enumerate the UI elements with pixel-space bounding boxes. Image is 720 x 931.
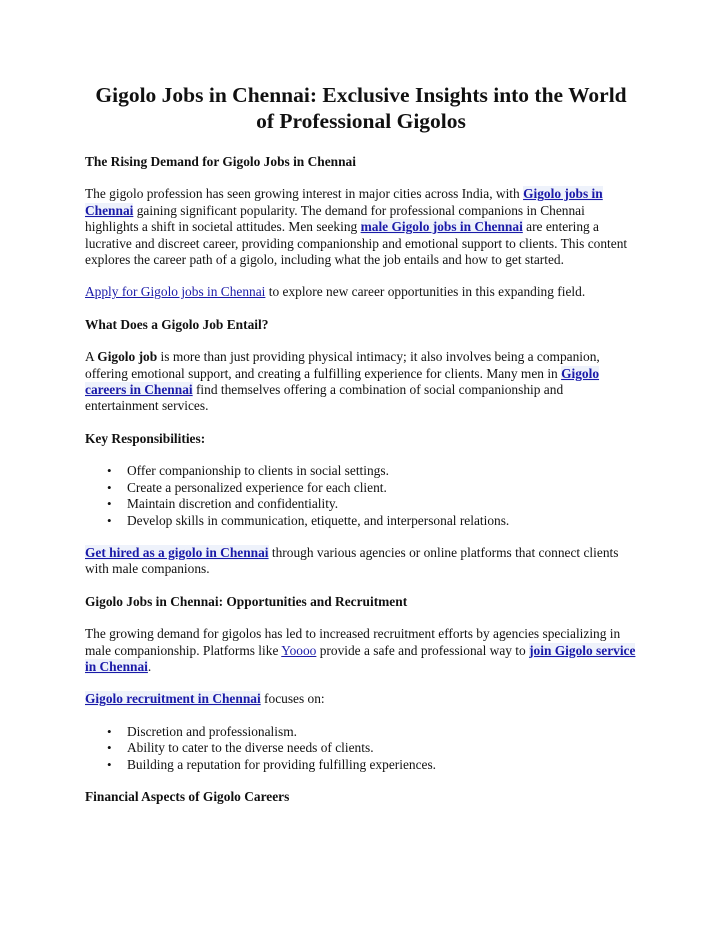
link-join-gigolo-service[interactable]: join Gigolo service in Chennai xyxy=(85,642,636,674)
bold-term: Gigolo job xyxy=(97,349,158,365)
section-heading-responsibilities: Key Responsibilities: xyxy=(85,430,206,446)
link-yoooo[interactable]: Yoooo xyxy=(281,642,317,658)
section-heading-financial: Financial Aspects of Gigolo Careers xyxy=(85,788,290,804)
text-span: is more than just providing physical intimacy; it also involves being a companion, offering emotional support, and creating a fulfilling experience for clients. Many men in xyxy=(85,349,600,381)
link-gigolo-jobs-chennai[interactable]: Gigolo jobs in Chennai xyxy=(85,186,603,218)
link-get-hired[interactable]: Get hired as a gigolo in Chennai xyxy=(85,544,269,560)
section-heading-opportunities: Gigolo Jobs in Chennai: Opportunities and Recruitment xyxy=(85,593,408,609)
document-content xyxy=(85,82,637,805)
paragraph-apply xyxy=(85,284,637,300)
list-item: • Develop skills in communication, etiquette, and interpersonal relations. xyxy=(85,513,637,529)
link-male-gigolo-jobs[interactable]: male Gigolo jobs in Chennai xyxy=(360,219,523,235)
section-heading-job-entail: What Does a Gigolo Job Entail? xyxy=(85,316,269,332)
paragraph-intro xyxy=(85,186,637,268)
text-span: gaining significant popularity. The demand for professional companions in Chennai highlights a shift in societal attitudes. Men seeking xyxy=(85,202,585,235)
text-span: find themselves offering a combination of social companionship and entertainment services. xyxy=(85,382,564,414)
text-span: provide a safe and professional way to xyxy=(316,642,530,658)
list-item: • Building a reputation for providing fulfilling experiences. xyxy=(85,757,637,773)
list-item: • Create a personalized experience for each client. xyxy=(85,480,637,496)
paragraph-recruitment-focus xyxy=(85,691,637,707)
list-item: • Maintain discretion and confidentiality. xyxy=(85,496,637,512)
paragraph-get-hired xyxy=(85,545,637,578)
responsibilities-list xyxy=(85,463,637,529)
page-title: Gigolo Jobs in Chennai: Exclusive Insights into the World of Professional Gigolos xyxy=(95,83,627,133)
text-span: . xyxy=(147,658,152,674)
text-span: The growing demand for gigolos has led to increased recruitment efforts by agencies specializing in male companionship. Platforms like xyxy=(85,626,621,658)
list-item: • Discretion and professionalism. xyxy=(85,724,637,740)
text-span: to explore new career opportunities in this expanding field. xyxy=(265,284,586,300)
link-gigolo-careers[interactable]: Gigolo careers in Chennai xyxy=(85,365,600,398)
paragraph-job-entail xyxy=(85,349,637,415)
text-span: through various agencies or online platforms that connect clients with male companions. xyxy=(85,544,619,577)
list-item: • Offer companionship to clients in social settings. xyxy=(85,463,637,479)
focus-list xyxy=(85,724,637,773)
paragraph-recruitment xyxy=(85,626,637,675)
section-heading-rising-demand: The Rising Demand for Gigolo Jobs in Chennai xyxy=(85,154,356,169)
text-span: are entering a lucrative and discreet career, providing companionship and emotional support to clients. This content explores the career path of a gigolo, including what the job entails and how to get started. xyxy=(85,219,628,268)
text-span: A xyxy=(85,349,98,365)
list-item: • Ability to cater to the diverse needs of clients. xyxy=(85,740,637,756)
text-span: focuses on: xyxy=(260,691,325,707)
text-span: The gigolo profession has seen growing interest in major cities across India, with xyxy=(85,186,524,202)
link-apply-gigolo-jobs[interactable]: Apply for Gigolo jobs in Chennai xyxy=(85,284,266,300)
link-gigolo-recruitment[interactable]: Gigolo recruitment in Chennai xyxy=(85,691,261,707)
